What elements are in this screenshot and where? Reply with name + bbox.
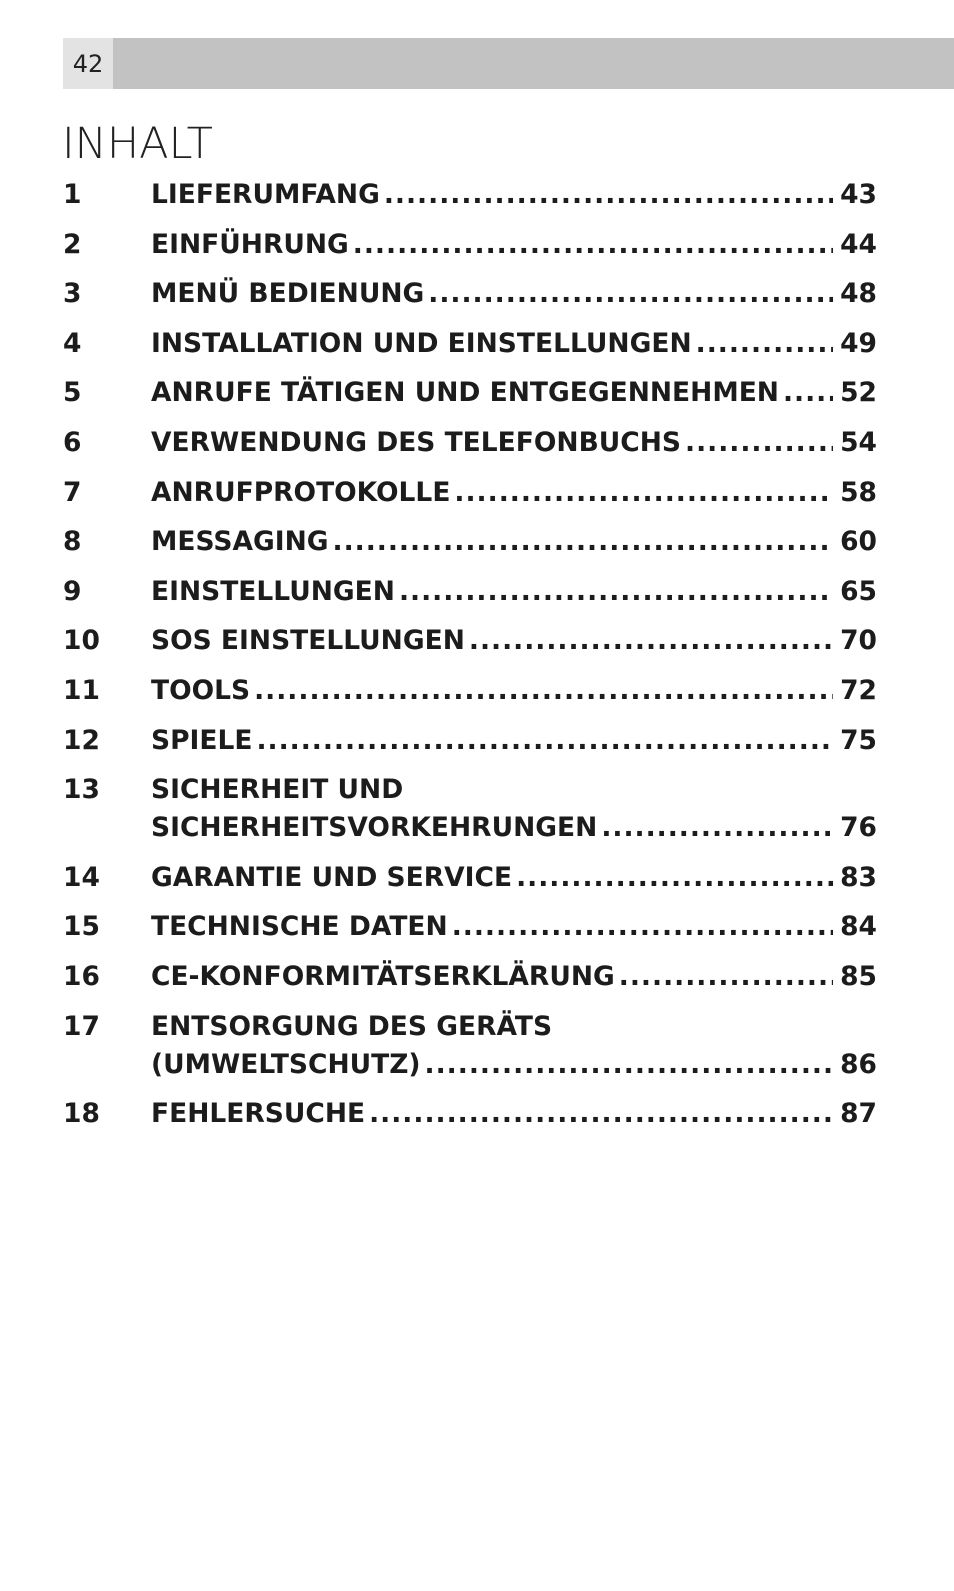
toc-entry-number: 14 [63, 861, 100, 893]
toc-entry-number: 15 [63, 911, 100, 943]
toc-entry-number: 11 [63, 674, 100, 706]
toc-entry-title: TECHNISCHE DATEN [151, 911, 448, 943]
toc-entry-title: EINFÜHRUNG [151, 228, 349, 260]
toc-entry-title: (UMWELTSCHUTZ) [151, 1048, 421, 1080]
toc-entry-title: ANRUFPROTOKOLLE [151, 476, 451, 508]
toc-leader-dots [454, 474, 833, 512]
toc-entry-page: 49 [840, 327, 877, 359]
toc-entry-18[interactable] [63, 1095, 877, 1133]
toc-entry-page: 52 [840, 377, 877, 409]
toc-entry-number: 10 [63, 625, 100, 657]
toc-entry-page: 43 [840, 179, 877, 210]
toc-entry-page: 70 [840, 625, 877, 657]
toc-entry-title: ANRUFE TÄTIGEN UND ENTGEGENNEHMEN [151, 377, 779, 409]
toc-entry-number: 13 [63, 774, 100, 806]
table-of-contents [63, 176, 877, 1145]
toc-leader-dots [696, 325, 833, 363]
toc-entry-title-line1: SICHERHEIT UND [151, 774, 404, 806]
toc-entry-7[interactable] [63, 474, 877, 512]
toc-entry-number: 5 [63, 377, 82, 409]
toc-entry-page: 75 [840, 724, 877, 756]
toc-entry-10[interactable] [63, 622, 877, 660]
toc-leader-dots [685, 424, 833, 462]
toc-entry-page: 86 [840, 1048, 877, 1080]
toc-entry-number: 7 [63, 476, 82, 508]
toc-entry-title: LIEFERUMFANG [151, 179, 380, 210]
toc-leader-dots [783, 374, 833, 412]
toc-leader-dots [619, 958, 833, 996]
toc-entry-page: 54 [840, 426, 877, 458]
toc-entry-title: GARANTIE UND SERVICE [151, 861, 513, 893]
toc-entry-number: 16 [63, 960, 100, 992]
toc-entry-11[interactable] [63, 672, 877, 710]
page-number: 42 [63, 38, 113, 89]
toc-entry-6[interactable] [63, 424, 877, 462]
page-title: INHALT [62, 119, 213, 169]
toc-leader-dots [333, 523, 833, 561]
toc-entry-number: 2 [63, 228, 82, 260]
toc-entry-9[interactable] [63, 573, 877, 611]
toc-entry-number: 4 [63, 327, 82, 359]
toc-entry-page: 48 [840, 278, 877, 310]
toc-entry-title: EINSTELLUNGEN [151, 575, 395, 607]
toc-entry-16[interactable] [63, 958, 877, 996]
toc-entry-page: 60 [840, 526, 877, 558]
toc-entry-number: 6 [63, 426, 82, 458]
toc-entry-1[interactable] [63, 176, 877, 214]
toc-leader-dots [254, 672, 833, 710]
toc-entry-number: 9 [63, 575, 82, 607]
toc-entry-number: 18 [63, 1098, 100, 1130]
toc-leader-dots [469, 622, 833, 660]
toc-leader-dots [425, 1046, 833, 1084]
toc-leader-dots [601, 809, 833, 847]
toc-entry-number: 17 [63, 1010, 100, 1042]
toc-entry-2[interactable] [63, 226, 877, 264]
toc-entry-number: 1 [63, 179, 82, 210]
toc-entry-17[interactable] [63, 1008, 877, 1084]
toc-leader-dots [256, 722, 833, 760]
toc-entry-number: 8 [63, 526, 82, 558]
toc-leader-dots [384, 176, 833, 214]
toc-entry-page: 58 [840, 476, 877, 508]
toc-entry-12[interactable] [63, 722, 877, 760]
toc-entry-4[interactable] [63, 325, 877, 363]
toc-leader-dots [428, 275, 833, 313]
toc-entry-15[interactable] [63, 908, 877, 946]
toc-entry-14[interactable] [63, 859, 877, 897]
toc-entry-page: 76 [840, 812, 877, 844]
toc-entry-title: MESSAGING [151, 526, 329, 558]
toc-entry-title: SOS EINSTELLUNGEN [151, 625, 465, 657]
toc-entry-13[interactable] [63, 771, 877, 847]
toc-entry-title: SPIELE [151, 724, 253, 756]
toc-leader-dots [369, 1095, 833, 1133]
toc-entry-page: 84 [840, 911, 877, 943]
toc-entry-8[interactable] [63, 523, 877, 561]
toc-entry-page: 72 [840, 674, 877, 706]
toc-entry-number: 12 [63, 724, 100, 756]
toc-leader-dots [399, 573, 833, 611]
toc-entry-page: 65 [840, 575, 877, 607]
toc-entry-title: INSTALLATION UND EINSTELLUNGEN [151, 327, 692, 359]
toc-entry-title: VERWENDUNG DES TELEFONBUCHS [151, 426, 682, 458]
toc-entry-title: MENÜ BEDIENUNG [151, 278, 425, 310]
toc-entry-page: 83 [840, 861, 877, 893]
header-bar [63, 38, 954, 89]
toc-entry-page: 44 [840, 228, 877, 260]
toc-entry-number: 3 [63, 278, 82, 310]
toc-entry-title: TOOLS [151, 674, 251, 706]
toc-entry-title-line1: ENTSORGUNG DES GERÄTS [151, 1010, 553, 1042]
toc-entry-5[interactable] [63, 374, 877, 412]
toc-leader-dots [353, 226, 833, 264]
toc-entry-page: 85 [840, 960, 877, 992]
toc-entry-3[interactable] [63, 275, 877, 313]
toc-entry-title: SICHERHEITSVORKEHRUNGEN [151, 812, 598, 844]
toc-leader-dots [516, 859, 833, 897]
toc-entry-page: 87 [840, 1098, 877, 1130]
toc-entry-title: FEHLERSUCHE [151, 1098, 366, 1130]
toc-entry-title: CE-KONFORMITÄTSERKLÄRUNG [151, 960, 615, 992]
toc-leader-dots [452, 908, 833, 946]
